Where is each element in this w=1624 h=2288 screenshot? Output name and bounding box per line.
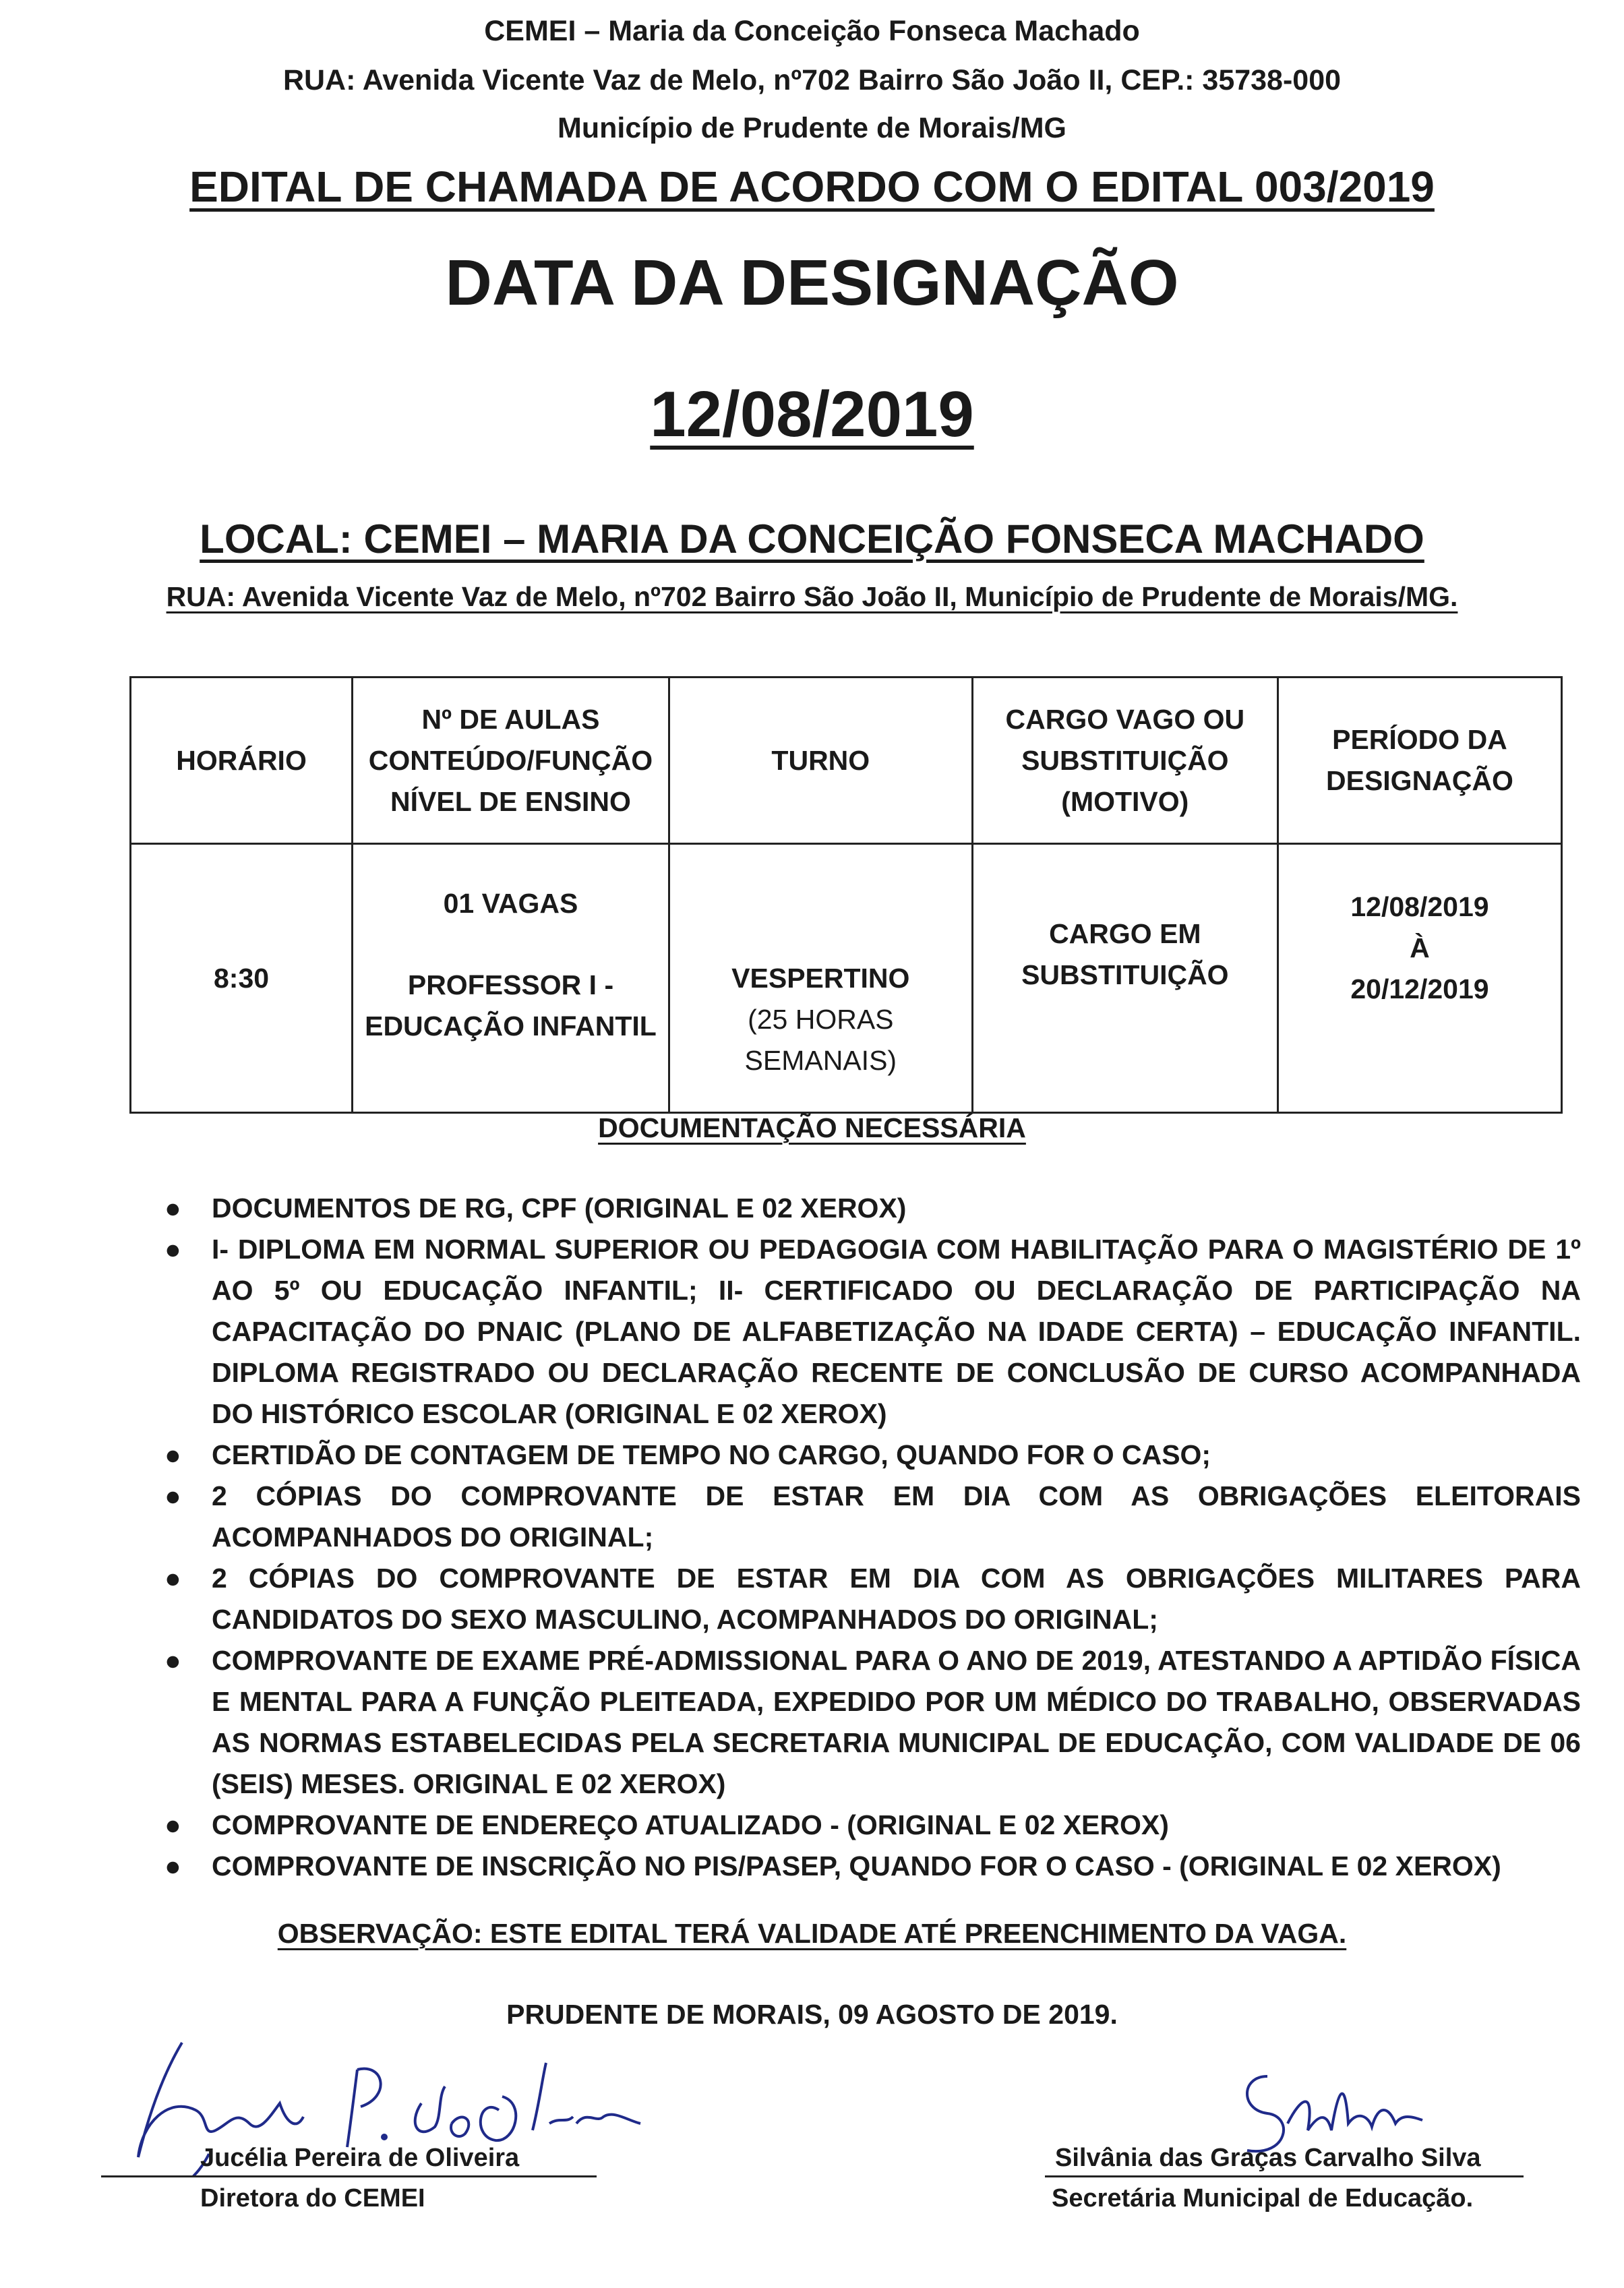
bullet-icon: ● <box>164 1480 181 1511</box>
list-item: ● 2 CÓPIAS DO COMPROVANTE DE ESTAR EM DIA COM AS OBRIGAÇÕES MILITARES PARA CANDIDATOS DO SEXO MASCULINO, ACOMPANHADOS DO ORIGINAL; <box>155 1558 1581 1640</box>
table-header-row <box>131 678 1562 844</box>
vagas-text: 01 VAGAS <box>443 887 578 919</box>
header-horario: HORÁRIO <box>131 678 353 844</box>
list-item: ● COMPROVANTE DE INSCRIÇÃO NO PIS/PASEP, QUANDO FOR O CASO - (ORIGINAL E 02 XEROX) <box>155 1846 1581 1887</box>
list-item: ● I- DIPLOMA EM NORMAL SUPERIOR OU PEDAGOGIA COM HABILITAÇÃO PARA O MAGISTÉRIO DE 1º AO 5º OU EDUCAÇÃO INFANTIL; II- CERTIFICADO OU DECLARAÇÃO DE PARTICIPAÇÃO NA CAPACITAÇÃO DO PNAIC (PLANO DE ALFABETIZAÇÃO NA IDADE CERTA) – EDUCAÇÃO INFANTIL. DIPLOMA REGISTRADO OU DECLARAÇÃO RECENTE DE CONCLUSÃO DE CURSO ACOMPANHADA DO HISTÓRICO ESCOLAR (ORIGINAL E 02 XEROX) <box>155 1229 1581 1435</box>
header-aulas: Nº DE AULAS CONTEÚDO/FUNÇÃO NÍVEL DE ENSINO <box>353 678 669 844</box>
header-cargo: CARGO VAGO OU SUBSTITUIÇÃO (MOTIVO) <box>972 678 1277 844</box>
left-signer-name: Jucélia Pereira de Oliveira <box>200 2144 520 2172</box>
bullet-icon: ● <box>164 1439 181 1470</box>
list-item: ● COMPROVANTE DE EXAME PRÉ-ADMISSIONAL PARA O ANO DE 2019, ATESTANDO A APTIDÃO FÍSICA E MENTAL PARA A FUNÇÃO PLEITEADA, EXPEDIDO POR UM MÉDICO DO TRABALHO, OBSERVADAS AS NORMAS ESTABELECIDAS PELA SECRETARIA MUNICIPAL DE EDUCAÇÃO, COM VALIDADE DE 06 (SEIS) MESES. ORIGINAL E 02 XEROX) <box>155 1640 1581 1805</box>
bullet-icon: ● <box>164 1809 181 1840</box>
periodo-sep: À <box>1410 932 1430 963</box>
cell-horario: 8:30 <box>131 844 353 1113</box>
left-signature-line <box>101 2175 597 2177</box>
right-signer-name: Silvânia das Graças Carvalho Silva <box>1055 2144 1481 2172</box>
documentation-title: DOCUMENTAÇÃO NECESSÁRIA <box>598 1112 1026 1143</box>
designation-title: DATA DA DESIGNAÇÃO <box>445 247 1179 319</box>
institution-municipality: Município de Prudente de Morais/MG <box>558 112 1066 144</box>
header-turno: TURNO <box>669 678 972 844</box>
bullet-icon: ● <box>164 1645 181 1676</box>
bullet-icon: ● <box>164 1193 181 1224</box>
observation-text: OBSERVAÇÃO: ESTE EDITAL TERÁ VALIDADE ATÉ PREENCHIMENTO DA VAGA. <box>277 1918 1347 1949</box>
edital-title: EDITAL DE CHAMADA DE ACORDO COM O EDITAL 003/2019 <box>189 162 1435 211</box>
right-signer-role: Secretária Municipal de Educação. <box>1052 2184 1474 2212</box>
bullet-icon: ● <box>164 1563 181 1594</box>
designation-date: 12/08/2019 <box>650 378 974 450</box>
local-title: LOCAL: CEMEI – MARIA DA CONCEIÇÃO FONSECA MACHADO <box>200 516 1424 562</box>
documentation-list <box>155 1188 1581 1887</box>
place-date: PRUDENTE DE MORAIS, 09 AGOSTO DE 2019. <box>506 1999 1118 2030</box>
local-address: RUA: Avenida Vicente Vaz de Melo, nº702 Bairro São João II, Município de Prudente de Morais/MG. <box>166 581 1458 612</box>
left-signer-role: Diretora do CEMEI <box>200 2184 425 2212</box>
turno-text: VESPERTINO <box>731 962 910 994</box>
right-signature-line <box>1045 2175 1524 2177</box>
designation-table <box>129 676 1563 1114</box>
institution-name: CEMEI – Maria da Conceição Fonseca Machado <box>484 15 1140 47</box>
funcao-text: PROFESSOR I - EDUCAÇÃO INFANTIL <box>365 969 657 1042</box>
cell-aulas <box>353 844 669 1113</box>
periodo-end: 20/12/2019 <box>1350 973 1489 1004</box>
bullet-icon: ● <box>164 1234 181 1265</box>
list-item: ● DOCUMENTOS DE RG, CPF (ORIGINAL E 02 XEROX) <box>155 1188 1581 1229</box>
bullet-icon: ● <box>164 1850 181 1881</box>
institution-address: RUA: Avenida Vicente Vaz de Melo, nº702 Bairro São João II, CEP.: 35738-000 <box>282 64 1342 96</box>
periodo-start: 12/08/2019 <box>1350 891 1489 922</box>
cell-periodo <box>1277 844 1561 1113</box>
cell-turno <box>669 844 972 1113</box>
table-row <box>131 844 1562 1113</box>
cell-cargo <box>972 844 1277 1113</box>
header-periodo: PERÍODO DA DESIGNAÇÃO <box>1277 678 1561 844</box>
cargo-text: CARGO EM SUBSTITUIÇÃO <box>1021 918 1229 990</box>
list-item: ● COMPROVANTE DE ENDEREÇO ATUALIZADO - (ORIGINAL E 02 XEROX) <box>155 1805 1581 1846</box>
list-item: ● 2 CÓPIAS DO COMPROVANTE DE ESTAR EM DIA COM AS OBRIGAÇÕES ELEITORAIS ACOMPANHADOS DO ORIGINAL; <box>155 1476 1581 1558</box>
turno-hours-text: (25 HORAS SEMANAIS) <box>744 1003 897 1076</box>
list-item: ● CERTIDÃO DE CONTAGEM DE TEMPO NO CARGO, QUANDO FOR O CASO; <box>155 1435 1581 1476</box>
